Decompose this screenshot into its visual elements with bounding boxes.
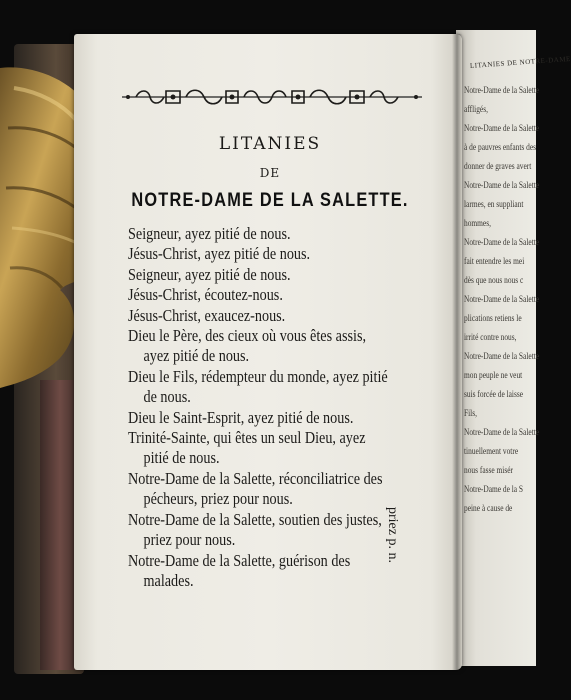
- text-line: pitié de nous.: [143, 448, 220, 468]
- text-line: irrité contre nous,: [464, 333, 517, 343]
- litany-text: [128, 224, 423, 591]
- heading-notre-dame: NOTRE-DAME DE LA SALETTE.: [131, 190, 409, 211]
- text-line: Jésus-Christ, écoutez-nous.: [128, 285, 283, 305]
- text-line: hommes,: [464, 219, 491, 229]
- text-line: malades.: [143, 570, 194, 590]
- text-line: Seigneur, ayez pitié de nous.: [128, 264, 291, 284]
- text-line: de nous.: [143, 387, 191, 407]
- right-page-text: [464, 82, 540, 519]
- text-line: plications retiens le: [464, 314, 522, 324]
- text-line: larmes, en suppliant: [464, 200, 524, 210]
- text-line: Jésus-Christ, exaucez-nous.: [128, 305, 286, 325]
- text-line: Seigneur, ayez pitié de nous.: [128, 224, 291, 243]
- book-gutter: [452, 34, 462, 670]
- text-line: Fils,: [464, 409, 477, 419]
- text-line: mon peuple ne veut: [464, 371, 523, 381]
- text-line: Notre-Dame de la Salette, guérison des: [128, 550, 351, 570]
- text-line: Notre-Dame de la Salette: [464, 124, 540, 134]
- margin-note: priez p. n.: [385, 507, 400, 563]
- text-line: Dieu le Saint-Esprit, ayez pitié de nous.: [128, 407, 354, 427]
- right-page-running-head: LITANIES DE NOTRE-DAME: [469, 54, 571, 70]
- text-line: Trinité-Sainte, qui êtes un seul Dieu, ayez: [128, 428, 366, 448]
- text-line: Notre-Dame de la Salette: [464, 428, 540, 438]
- text-line: Notre-Dame de la Salette: [464, 181, 540, 191]
- text-line: nous fasse misér: [464, 466, 513, 476]
- text-line: donner de graves avert: [464, 162, 532, 172]
- text-line: Dieu le Père, des cieux où vous êtes assis,: [128, 326, 367, 346]
- text-line: ayez pitié de nous.: [143, 346, 250, 366]
- text-line: Notre-Dame de la Salette: [464, 295, 540, 305]
- text-line: Jésus-Christ, ayez pitié de nous.: [128, 244, 311, 264]
- text-line: Notre-Dame de la Salette, soutien des justes,: [128, 509, 382, 529]
- text-line: priez pour nous.: [143, 530, 236, 550]
- text-line: suis forcée de laisse: [464, 390, 524, 400]
- text-line: dès que nous nous c: [464, 276, 524, 286]
- heading-de: DE: [259, 166, 281, 180]
- text-line: tinuellement votre: [464, 447, 519, 457]
- text-line: affligés,: [464, 105, 488, 115]
- text-line: Notre-Dame de la Salette: [464, 238, 540, 248]
- text-line: pécheurs, priez pour nous.: [143, 489, 293, 509]
- text-line: fait entendre les mei: [464, 257, 525, 267]
- text-line: Dieu le Fils, rédempteur du monde, ayez pitié: [128, 366, 388, 386]
- heading-litanies: LITANIES: [218, 134, 322, 154]
- text-line: Notre-Dame de la Salette: [464, 352, 540, 362]
- text-line: Notre-Dame de la Salette, réconciliatrice des: [128, 468, 383, 488]
- text-line: à de pauvres enfants des: [464, 143, 537, 153]
- text-line: peine à cause de: [464, 504, 513, 514]
- text-line: Notre-Dame de la S: [464, 485, 524, 495]
- text-line: Notre-Dame de la Salette: [464, 86, 540, 96]
- decorative-ornament-border: [122, 86, 422, 108]
